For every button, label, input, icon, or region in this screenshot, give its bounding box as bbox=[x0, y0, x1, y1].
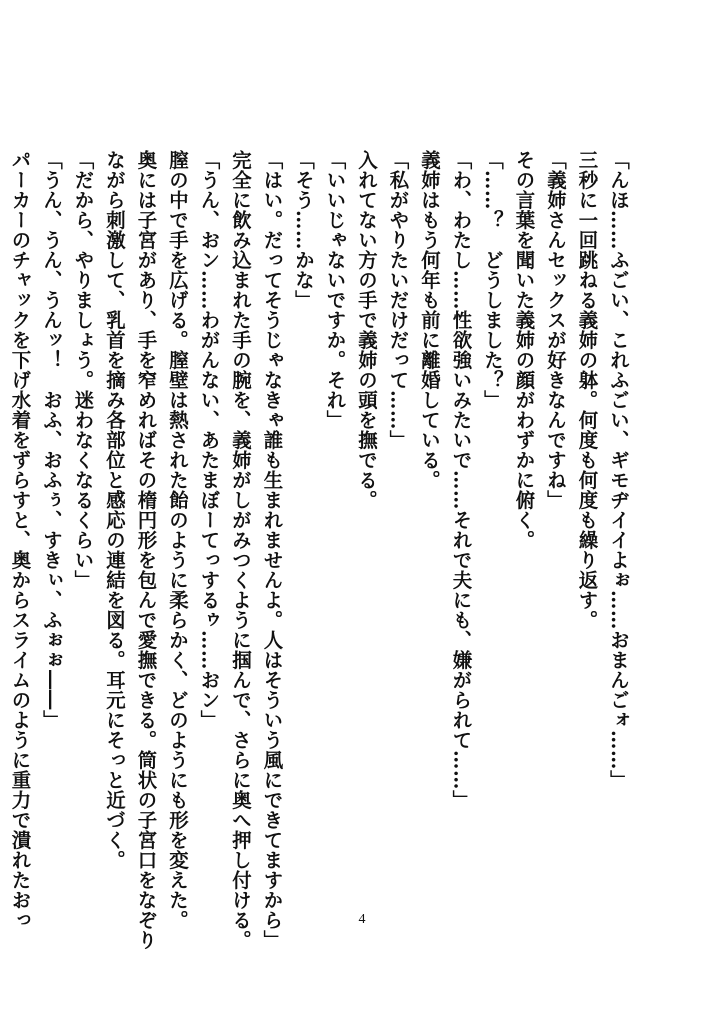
text-line-19: 「うん、うん、うんッ！ おふ、おふぅ、すきぃ、ふぉぉ――」 bbox=[40, 150, 63, 730]
text-line-15: 膣の中で手を広げる。膣壁は熱された飴のように柔らかく、どのようにも形を変えた。 bbox=[166, 150, 189, 930]
vertical-text-block bbox=[4, 150, 634, 950]
text-line-16: 奥には子宮があり、手を窄めればその楕円形を包んで愛撫できる。筒状の子宮口をなぞり bbox=[134, 150, 158, 950]
text-line-1: 「んほ……ふごい、これふごい、ギモヂイイよぉ……おまんごォ……」 bbox=[607, 150, 630, 790]
text-line-4: その言葉を聞いた義姉の顔がわずかに俯く。 bbox=[512, 150, 536, 550]
text-line-5: 「……？ どうしました？」 bbox=[481, 150, 504, 410]
text-line-13: 完全に飲み込まれた手の腕を、義姉がしがみつくように掴んで、さらに奥へ押し付ける。 bbox=[229, 150, 252, 950]
text-line-9: 入れてない方の手で義姉の頭を撫でる。 bbox=[355, 150, 378, 510]
page-number: 4 bbox=[358, 912, 366, 927]
text-line-6: 「わ、わたし……性欲強いみたいで……それで夫にも、嫌がられて……」 bbox=[449, 150, 473, 810]
text-line-7: 義姉はもう何年も前に離婚している。 bbox=[418, 150, 441, 490]
text-line-3: 「義姉さんセックスが好きなんですね」 bbox=[544, 150, 567, 510]
text-line-10: 「いいじゃないですか。それ」 bbox=[323, 150, 347, 430]
text-line-20: パーカーのチャックを下げ水着をずらすと、奥からスライムのように重力で潰れたおっ bbox=[8, 150, 32, 930]
text-line-2: 三秒に一回跳ねる義姉の躰。何度も何度も繰り返す。 bbox=[575, 150, 599, 630]
text-line-14: 「うん、おン……わがんない、あたまぼーてっするゥ……おン」 bbox=[197, 150, 221, 730]
text-line-18: 「だから、やりましょう。迷わなくなるくらい」 bbox=[71, 150, 95, 590]
text-line-17: ながら刺激して、乳首を摘み各部位と感応の連結を図る。耳元にそっと近づく。 bbox=[103, 150, 126, 870]
text-line-11: 「そう……かな」 bbox=[292, 150, 315, 310]
text-line-12: 「はい。だってそうじゃなきゃ誰も生まれませんよ。人はそういう風にできてますから」 bbox=[260, 150, 284, 950]
text-line-8: 「私がやりたいだけだって……」 bbox=[386, 150, 410, 450]
